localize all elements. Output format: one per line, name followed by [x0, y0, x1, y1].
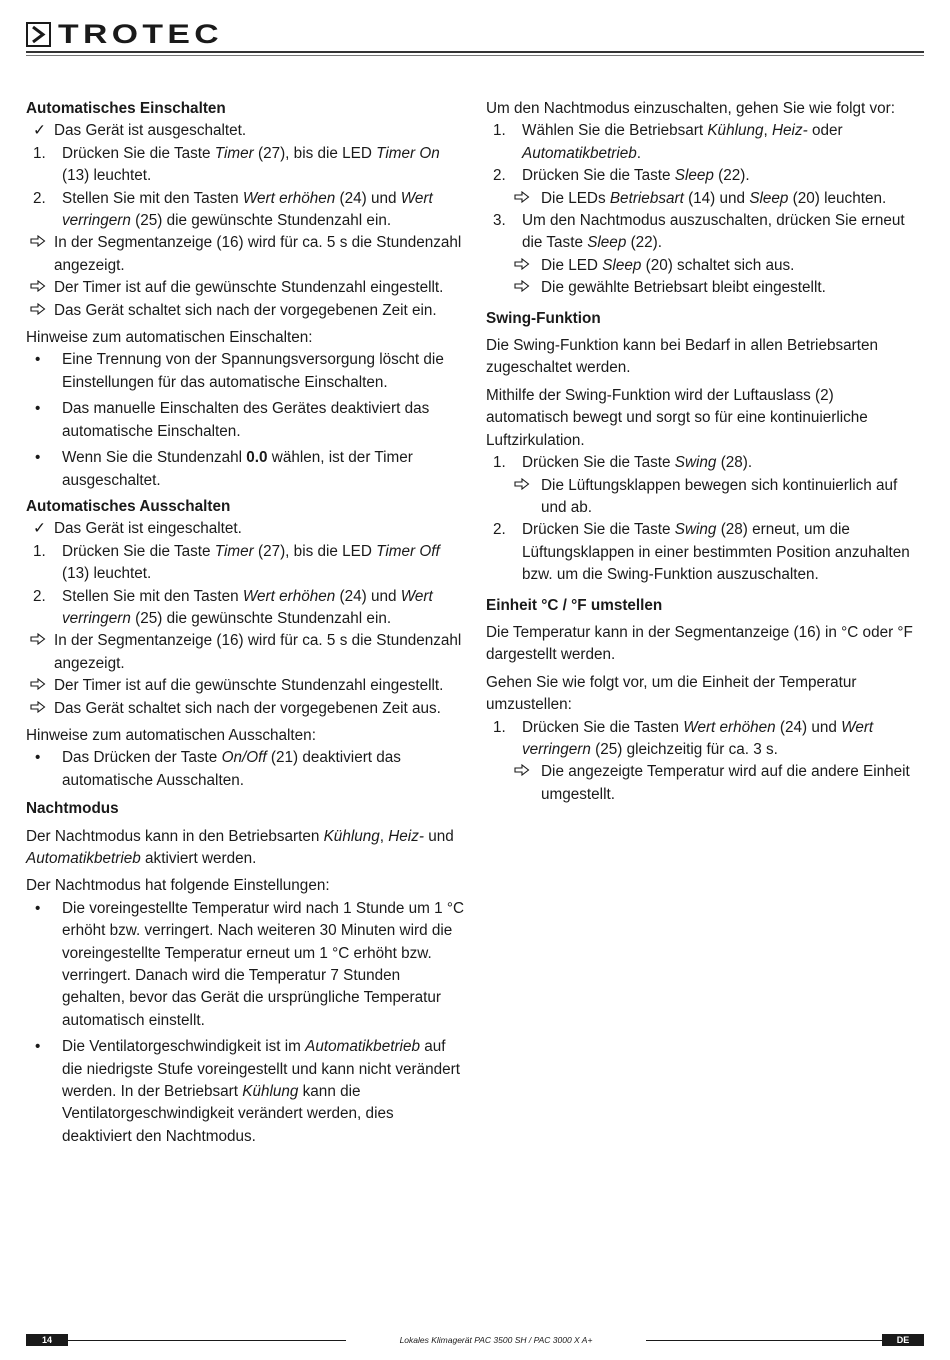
- setting-item: • Die voreingestellte Temperatur wird nach 1 Stunde um 1 °C erhöht bzw. verringert. Nach weiteren 30 Minuten wird die voreingestellte Temperatur erneut um 1 °C erhöht bzw. verringert. Danach wird die Temperatur 7 Stunden gehalten, bevor das Gerät die ursprüngliche Temperatur automatisch einstellt.: [35, 899, 465, 1029]
- step-item: 2. Stellen Sie mit den Tasten Wert erhöhen (24) und Wert verringern (25) die gewünschte Stundenzahl ein.: [33, 587, 433, 627]
- notes-title: Hinweise zum automatischen Ausschalten:: [26, 726, 316, 744]
- step-item: 1. Drücken Sie die Tasten Wert erhöhen (24) und Wert verringern (25) gleichzeitig für ca. 3 s.: [493, 718, 874, 758]
- heading-unit: Einheit °C / °F umstellen: [486, 596, 663, 614]
- bullet-icon: •: [35, 449, 41, 467]
- notes-title: Hinweise zum automatischen Einschalten:: [26, 329, 313, 347]
- step-item: 2. Drücken Sie die Taste Swing (28) erneut, um die Lüftungsklappen in einer bestimmten Position anzuhalten bzw. um die Swing-Funktion auszuschalten.: [493, 521, 910, 584]
- heading-auto-off: Automatisches Ausschalten: [26, 497, 231, 515]
- arrow-right-outline-icon: [30, 232, 46, 254]
- result-item: Das Gerät schaltet sich nach der vorgegebenen Zeit aus.: [26, 698, 466, 720]
- step-item: 1. Wählen Sie die Betriebsart Kühlung, Heiz- oder Automatikbetrieb.: [493, 122, 843, 162]
- page-number: 14: [26, 1334, 68, 1346]
- result-item: Die LEDs Betriebsart (14) und Sleep (20) leuchten.: [486, 188, 916, 210]
- step-item: 2. Stellen Sie mit den Tasten Wert erhöhen (24) und Wert verringern (25) die gewünschte Stundenzahl ein.: [33, 189, 433, 230]
- heading-auto-on: Automatisches Einschalten: [26, 100, 226, 117]
- result-item: In der Segmentanzeige (16) wird für ca. 5 s die Stundenzahl angezeigt.: [26, 630, 466, 675]
- result-item: Die gewählte Betriebsart bleibt eingestellt.: [486, 277, 916, 299]
- paragraph: Die Swing-Funktion kann bei Bedarf in allen Betriebsarten zugeschaltet werden.: [486, 337, 878, 377]
- arrow-right-outline-icon: [514, 277, 530, 299]
- paragraph: Gehen Sie wie folgt vor, um die Einheit der Temperatur umzustellen:: [486, 673, 857, 714]
- arrow-right-outline-icon: [514, 475, 530, 497]
- setting-item: • Die Ventilatorgeschwindigkeit ist im Automatikbetrieb auf die niedrigste Stufe voreingestellt und kann nicht verändert werden. In der Betriebsart Kühlung kann die Ventilatorgeschwindigkeit verändert werden, dies deaktiviert den Nachtmodus.: [35, 1038, 460, 1145]
- arrow-right-outline-icon: [514, 761, 530, 783]
- note-item: • Das manuelle Einschalten des Gerätes deaktiviert das automatische Einschalten.: [35, 400, 430, 440]
- bullet-icon: •: [35, 351, 41, 369]
- result-item: Die LED Sleep (20) schaltet sich aus.: [486, 255, 916, 277]
- paragraph: Mithilfe der Swing-Funktion wird der Luftauslass (2) automatisch bewegt und sorgt so für eine kontinuierliche Luftzirkulation.: [486, 386, 868, 449]
- logo-chevron-icon: [26, 22, 51, 47]
- result-item: In der Segmentanzeige (16) wird für ca. 5 s die Stundenzahl angezeigt.: [26, 232, 466, 277]
- heading-swing: Swing-Funktion: [486, 309, 601, 327]
- paragraph: Der Nachtmodus hat folgende Einstellungen:: [26, 877, 330, 895]
- precondition-item: ✓ Das Gerät ist ausgeschaltet.: [26, 120, 466, 142]
- paragraph: Um den Nachtmodus einzuschalten, gehen Sie wie folgt vor:: [486, 100, 895, 117]
- brand-logo: TROTEC: [58, 19, 223, 49]
- bullet-icon: •: [35, 400, 41, 418]
- note-item: • Wenn Sie die Stundenzahl 0.0 wählen, ist der Timer ausgeschaltet.: [35, 449, 413, 489]
- note-item: • Eine Trennung von der Spannungsversorgung löscht die Einstellungen für das automatische Einschalten.: [35, 351, 444, 391]
- left-column: [26, 98, 466, 1152]
- arrow-right-outline-icon: [514, 188, 530, 210]
- result-item: Die angezeigte Temperatur wird auf die andere Einheit umgestellt.: [486, 761, 916, 806]
- paragraph: Der Nachtmodus kann in den Betriebsarten Kühlung, Heiz- und Automatikbetrieb aktiviert werden.: [26, 827, 454, 867]
- arrow-right-outline-icon: [30, 675, 46, 697]
- header-rule: [26, 51, 924, 53]
- note-item: • Das Drücken der Taste On/Off (21) deaktiviert das automatische Ausschalten.: [35, 749, 401, 789]
- step-item: 1. Drücken Sie die Taste Timer (27), bis die LED Timer On (13) leuchtet.: [33, 144, 440, 185]
- paragraph: Die Temperatur kann in der Segmentanzeige (16) in °C oder °F dargestellt werden.: [486, 623, 913, 664]
- bullet-icon: •: [35, 1038, 41, 1056]
- step-item: 1. Drücken Sie die Taste Timer (27), bis die LED Timer Off (13) leuchtet.: [33, 542, 440, 583]
- step-item: 1. Drücken Sie die Taste Swing (28).: [493, 454, 753, 472]
- result-item: Das Gerät schaltet sich nach der vorgegebenen Zeit ein.: [26, 300, 466, 322]
- heading-night-mode: Nachtmodus: [26, 800, 119, 818]
- arrow-right-outline-icon: [514, 255, 530, 277]
- arrow-right-outline-icon: [30, 300, 46, 322]
- arrow-right-outline-icon: [30, 698, 46, 720]
- bullet-icon: •: [35, 749, 41, 767]
- bullet-icon: •: [35, 899, 41, 917]
- header-rule-thin: [26, 55, 924, 56]
- result-item: Der Timer ist auf die gewünschte Stundenzahl eingestellt.: [26, 277, 466, 299]
- check-icon: ✓: [33, 520, 46, 538]
- result-item: Die Lüftungsklappen bewegen sich kontinuierlich auf und ab.: [486, 475, 916, 520]
- right-column: [486, 98, 916, 806]
- arrow-right-outline-icon: [30, 630, 46, 652]
- page-header: [26, 20, 924, 60]
- step-item: 3. Um den Nachtmodus auszuschalten, drücken Sie erneut die Taste Sleep (22).: [493, 212, 905, 252]
- check-icon: ✓: [33, 122, 46, 140]
- arrow-right-outline-icon: [30, 277, 46, 299]
- precondition-item: ✓ Das Gerät ist eingeschaltet.: [26, 518, 466, 540]
- page-footer: [26, 1334, 924, 1346]
- step-item: 2. Drücken Sie die Taste Sleep (22).: [493, 167, 750, 185]
- result-item: Der Timer ist auf die gewünschte Stundenzahl eingestellt.: [26, 675, 466, 697]
- footer-title: Lokales Klimagerät PAC 3500 SH / PAC 3000 X A+: [346, 1334, 646, 1346]
- language-code: DE: [882, 1334, 924, 1346]
